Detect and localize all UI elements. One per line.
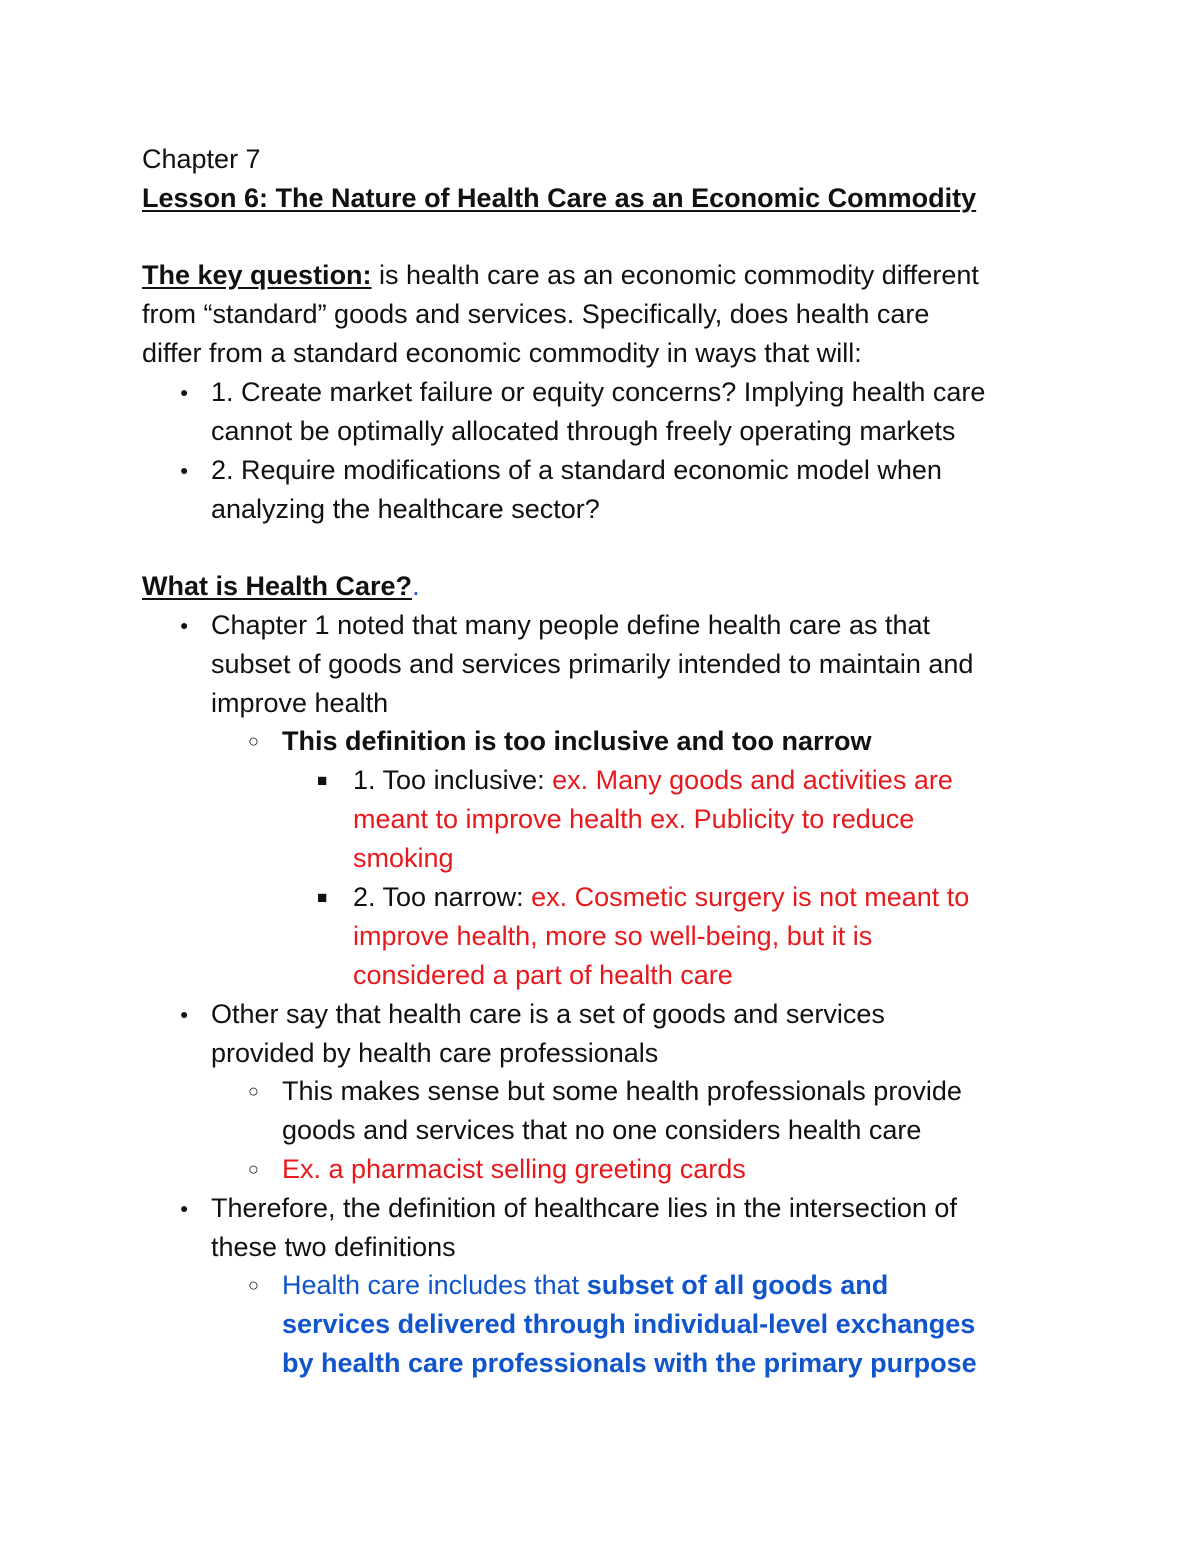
too-narrow-line-1 bbox=[353, 878, 969, 917]
key-item-2-line-2: analyzing the healthcare sector? bbox=[211, 494, 600, 524]
definition-line-2: services delivered through individual-level exchanges bbox=[282, 1309, 976, 1339]
bullet-icon: ● bbox=[180, 462, 189, 478]
conclusion-line-2: these two definitions bbox=[211, 1232, 456, 1262]
what-is-heading: What is Health Care? bbox=[142, 571, 413, 601]
too-narrow-line-3: considered a part of health care bbox=[353, 960, 733, 990]
heading-dot: . bbox=[412, 571, 420, 601]
bullet-icon: ● bbox=[180, 1006, 189, 1022]
key-item-1-line-1: 1. Create market failure or equity concerns? Implying health care bbox=[211, 377, 986, 407]
too-narrow-label: 2. Too narrow: bbox=[353, 882, 532, 912]
key-question-label: The key question: bbox=[142, 260, 372, 290]
definition-line-1 bbox=[282, 1266, 888, 1305]
definition-line-3: by health care professionals with the primary purpose bbox=[282, 1348, 977, 1378]
bullet-icon: ● bbox=[180, 1200, 189, 1216]
def1-line-2: subset of goods and services primarily intended to maintain and bbox=[211, 649, 974, 679]
key-item-1-line-2: cannot be optimally allocated through freely operating markets bbox=[211, 416, 956, 446]
circle-bullet-icon: ○ bbox=[248, 1159, 259, 1179]
square-bullet-icon: ■ bbox=[317, 888, 328, 907]
too-narrow-line-2: improve health, more so well-being, but it is bbox=[353, 921, 873, 951]
definition-prefix: Health care includes that bbox=[282, 1270, 587, 1300]
too-narrow-example: ex. Cosmetic surgery is not meant to bbox=[531, 882, 970, 912]
def1-line-3: improve health bbox=[211, 688, 389, 718]
circle-bullet-icon: ○ bbox=[248, 731, 259, 751]
key-item-2-line-1: 2. Require modifications of a standard economic model when bbox=[211, 455, 942, 485]
chapter-label: Chapter 7 bbox=[142, 144, 261, 174]
circle-bullet-icon: ○ bbox=[248, 1275, 259, 1295]
conclusion-line-1: Therefore, the definition of healthcare lies in the intersection of bbox=[211, 1193, 957, 1223]
too-inclusive-line-1 bbox=[353, 761, 953, 800]
circle-bullet-icon: ○ bbox=[248, 1081, 259, 1101]
def1-critique: This definition is too inclusive and too narrow bbox=[282, 726, 872, 756]
def1-line-1: Chapter 1 noted that many people define health care as that bbox=[211, 610, 930, 640]
pharmacist-example: Ex. a pharmacist selling greeting cards bbox=[282, 1154, 746, 1184]
section-heading bbox=[142, 567, 420, 606]
too-inclusive-line-2: meant to improve health ex. Publicity to reduce bbox=[353, 804, 915, 834]
lesson-title: Lesson 6: The Nature of Health Care as an Economic Commodity bbox=[142, 183, 977, 213]
key-question-text: is health care as an economic commodity different bbox=[371, 260, 979, 290]
bullet-icon: ● bbox=[180, 384, 189, 400]
definition-emphasis: subset of all goods and bbox=[586, 1270, 889, 1300]
too-inclusive-example: ex. Many goods and activities are bbox=[552, 765, 953, 795]
too-inclusive-line-3: smoking bbox=[353, 843, 454, 873]
key-question-line-2: from “standard” goods and services. Specifically, does health care bbox=[142, 299, 930, 329]
key-question-line-3: differ from a standard economic commodity in ways that will: bbox=[142, 338, 862, 368]
bullet-icon: ● bbox=[180, 617, 189, 633]
def2-line-2: provided by health care professionals bbox=[211, 1038, 659, 1068]
def2-line-1: Other say that health care is a set of goods and services bbox=[211, 999, 885, 1029]
key-question-line-1 bbox=[142, 256, 979, 295]
too-inclusive-label: 1. Too inclusive: bbox=[353, 765, 553, 795]
def2-critique-line-1: This makes sense but some health professionals provide bbox=[282, 1076, 962, 1106]
def2-critique-line-2: goods and services that no one considers health care bbox=[282, 1115, 922, 1145]
square-bullet-icon: ■ bbox=[317, 771, 328, 790]
